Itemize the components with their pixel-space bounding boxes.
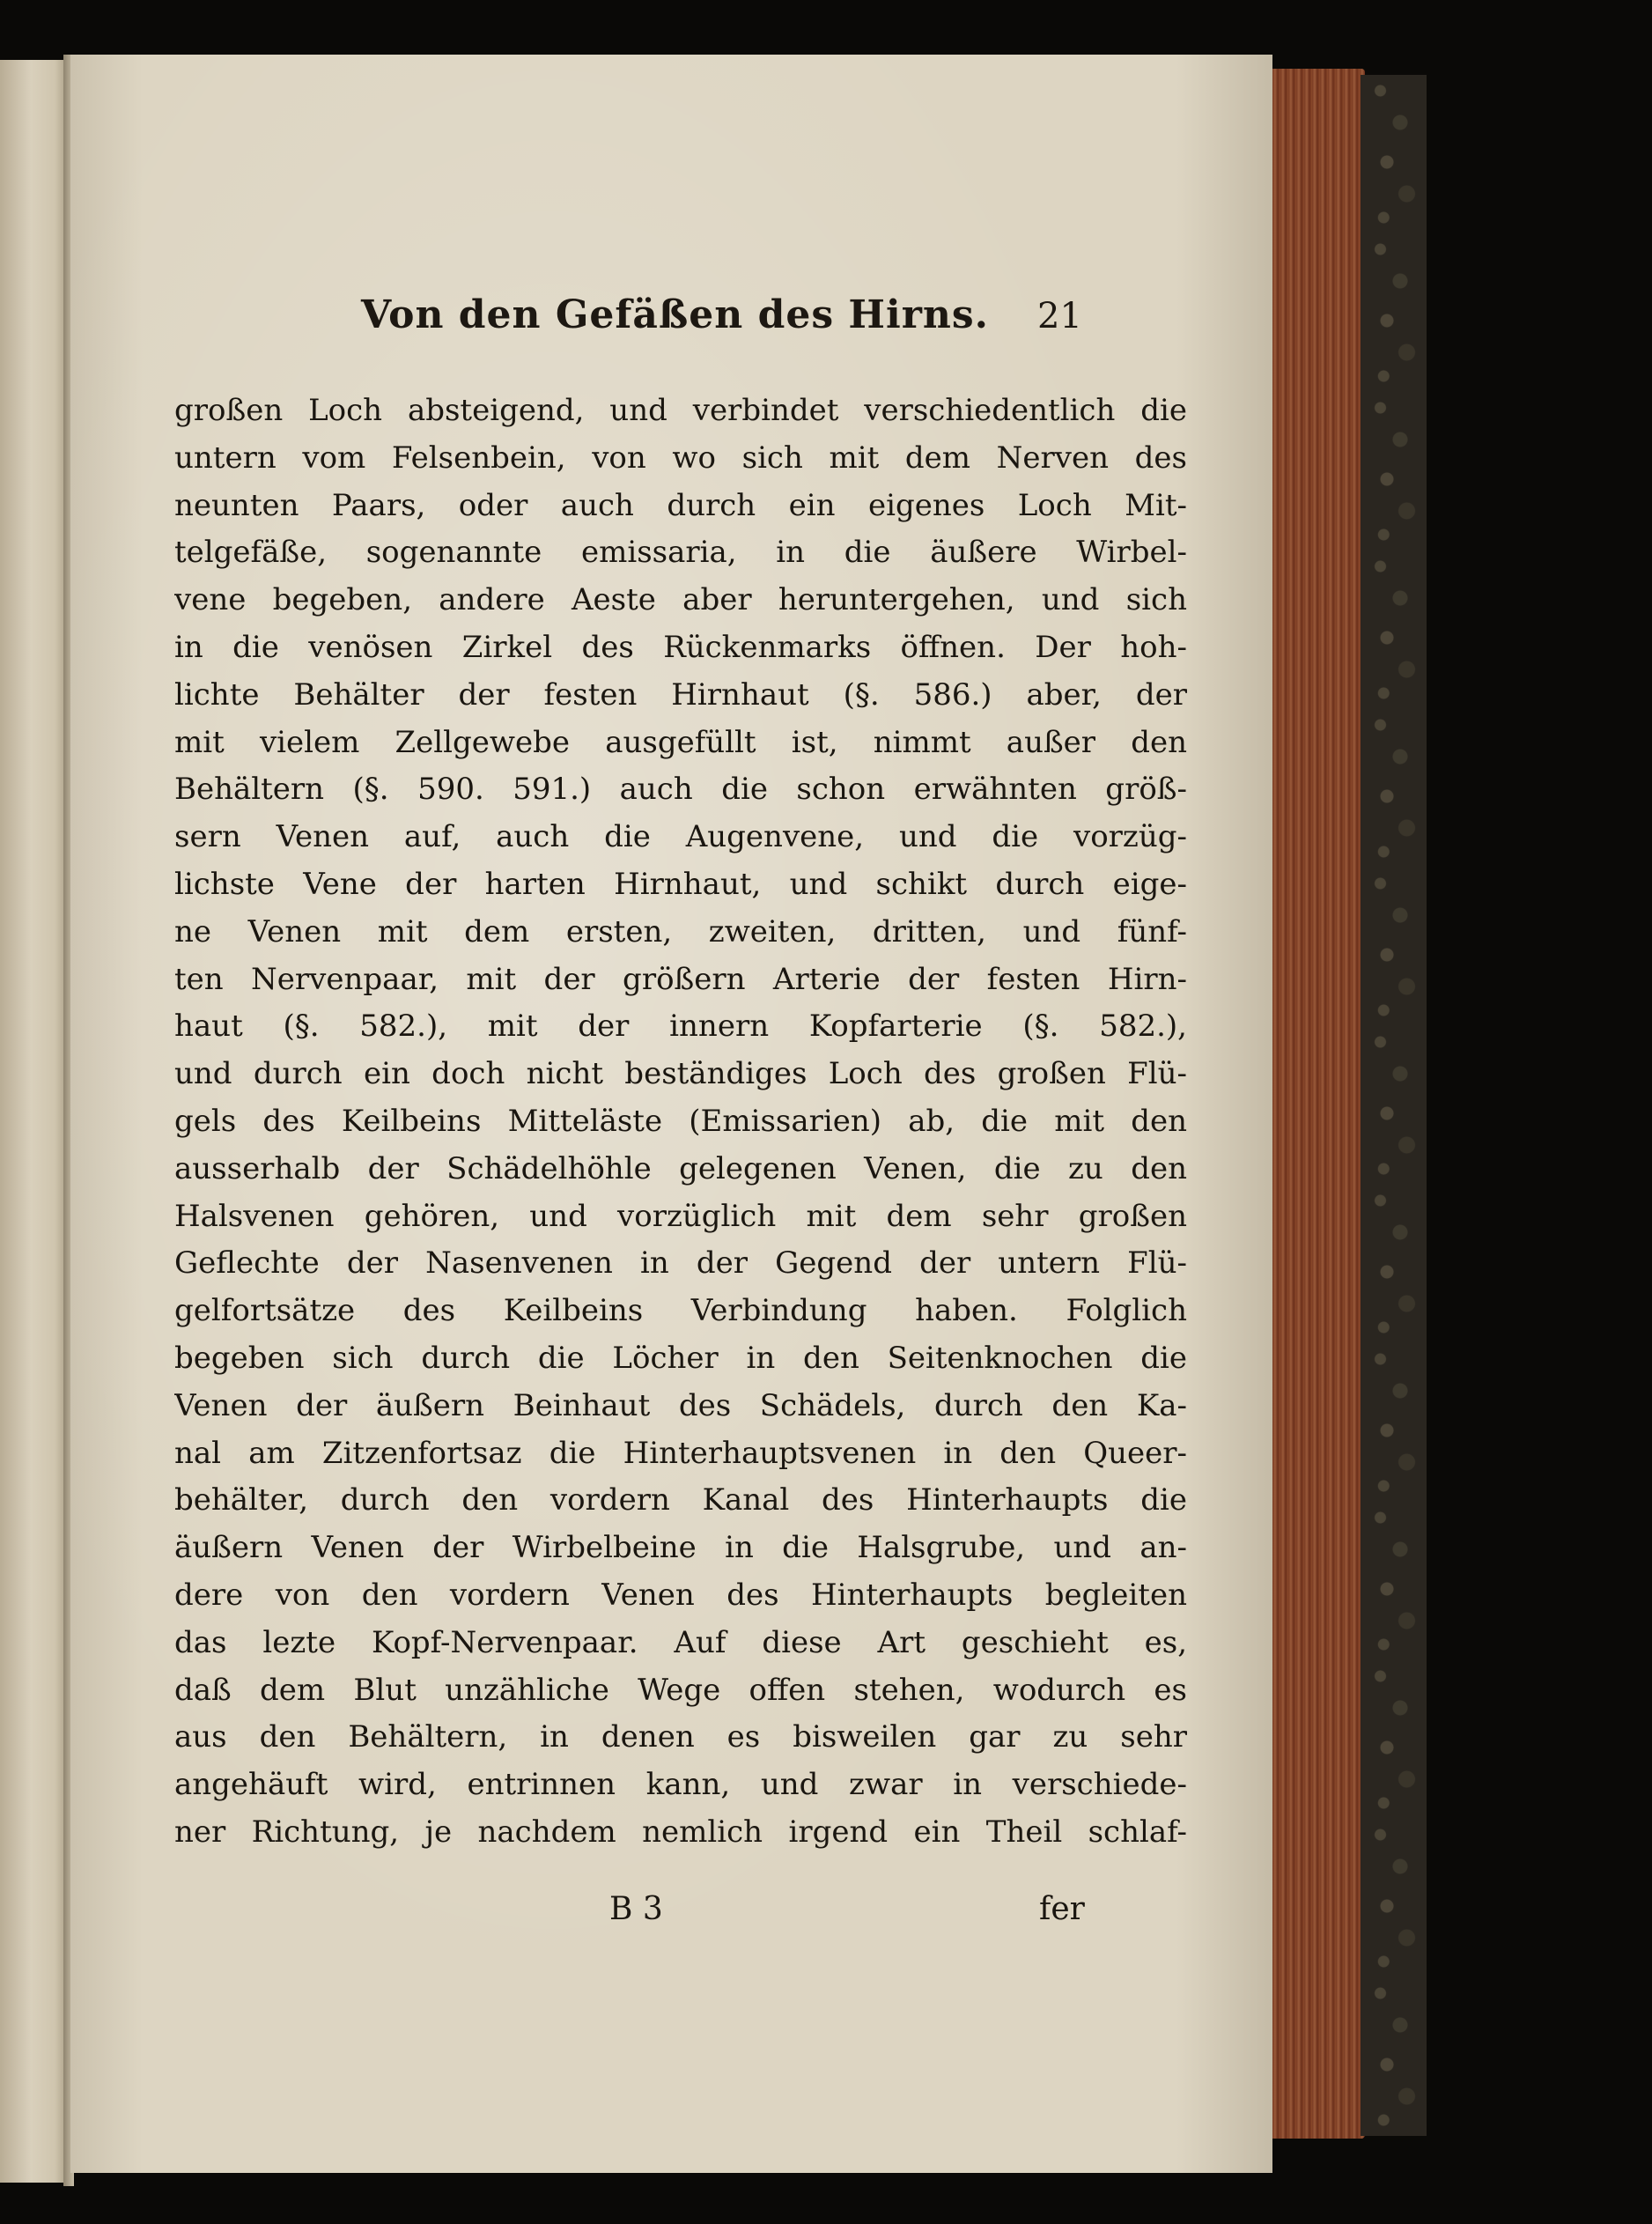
text-line: Venen der äußern Beinhaut des Schädels, durch den Ka- [174, 1387, 1187, 1423]
text-line: begeben sich durch die Löcher in den Seitenknochen die [174, 1340, 1187, 1376]
text-line: äußern Venen der Wirbelbeine in die Halsgrube, und an- [174, 1530, 1187, 1566]
text-line: mit vielem Zellgewebe ausgefüllt ist, nimmt außer den [174, 724, 1187, 760]
signature-mark: B 3 [609, 1891, 663, 1927]
text-line: und durch ein doch nicht beständiges Loch des großen Flü- [174, 1056, 1187, 1092]
page-number: 21 [1037, 296, 1082, 336]
text-line: gels des Keilbeins Mitteläste (Emissarien) ab, die mit den [174, 1103, 1187, 1139]
text-line: großen Loch absteigend, und verbindet verschiedentlich die [174, 393, 1187, 428]
text-line: das lezte Kopf-Nervenpaar. Auf diese Art geschieht es, [174, 1624, 1187, 1660]
text-line: untern vom Felsenbein, von wo sich mit dem Nerven des [174, 440, 1187, 476]
text-line: lichste Vene der harten Hirnhaut, und schikt durch eige- [174, 866, 1187, 902]
text-line: haut (§. 582.), mit der innern Kopfarterie (§. 582.), [174, 1009, 1187, 1045]
book-page [70, 55, 1272, 2173]
text-line: angehäuft wird, entrinnen kann, und zwar in verschiede- [174, 1767, 1187, 1803]
page-block-edges [1272, 69, 1365, 2139]
text-line: neunten Paars, oder auch durch ein eigenes Loch Mit- [174, 487, 1187, 523]
text-line: daß dem Blut unzähliche Wege offen stehen, wodurch es [174, 1672, 1187, 1708]
running-head: Von den Gefäßen des Hirns. [361, 292, 989, 337]
text-line: vene begeben, andere Aeste aber heruntergehen, und sich [174, 582, 1187, 618]
text-line: in die venösen Zirkel des Rückenmarks öffnen. Der hoh- [174, 629, 1187, 665]
text-line: telgefäße, sogenannte emissaria, in die äußere Wirbel- [174, 535, 1187, 571]
body-text [174, 388, 1187, 1857]
catchword: fer [1039, 1891, 1085, 1927]
text-line: lichte Behälter der festen Hirnhaut (§. 586.) aber, der [174, 676, 1187, 713]
page-header [70, 292, 1272, 363]
text-line: gelfortsätze des Keilbeins Verbindung haben. Folglich [174, 1293, 1187, 1329]
book-cover-edge [1361, 75, 1427, 2136]
facing-page-edge [0, 60, 69, 2183]
text-line: nal am Zitzenfortsaz die Hinterhauptsvenen in den Queer- [174, 1435, 1187, 1471]
page-footer [70, 1891, 1272, 1944]
text-line: behälter, durch den vordern Kanal des Hinterhaupts die [174, 1482, 1187, 1518]
text-line: ner Richtung, je nachdem nemlich irgend ein Theil schlaf- [174, 1814, 1187, 1850]
text-line: ne Venen mit dem ersten, zweiten, dritten, und fünf- [174, 913, 1187, 949]
text-line: Behältern (§. 590. 591.) auch die schon erwähnten größ- [174, 772, 1187, 808]
text-line: ten Nervenpaar, mit der größern Arterie der festen Hirn- [174, 961, 1187, 997]
text-line: dere von den vordern Venen des Hinterhaupts begleiten [174, 1577, 1187, 1613]
text-line: sern Venen auf, auch die Augenvene, und die vorzüg- [174, 819, 1187, 855]
text-line: Geflechte der Nasenvenen in der Gegend der untern Flü- [174, 1245, 1187, 1282]
text-line: aus den Behältern, in denen es bisweilen gar zu sehr [174, 1719, 1187, 1755]
text-line: Halsvenen gehören, und vorzüglich mit dem sehr großen [174, 1198, 1187, 1234]
text-line: ausserhalb der Schädelhöhle gelegenen Venen, die zu den [174, 1150, 1187, 1186]
